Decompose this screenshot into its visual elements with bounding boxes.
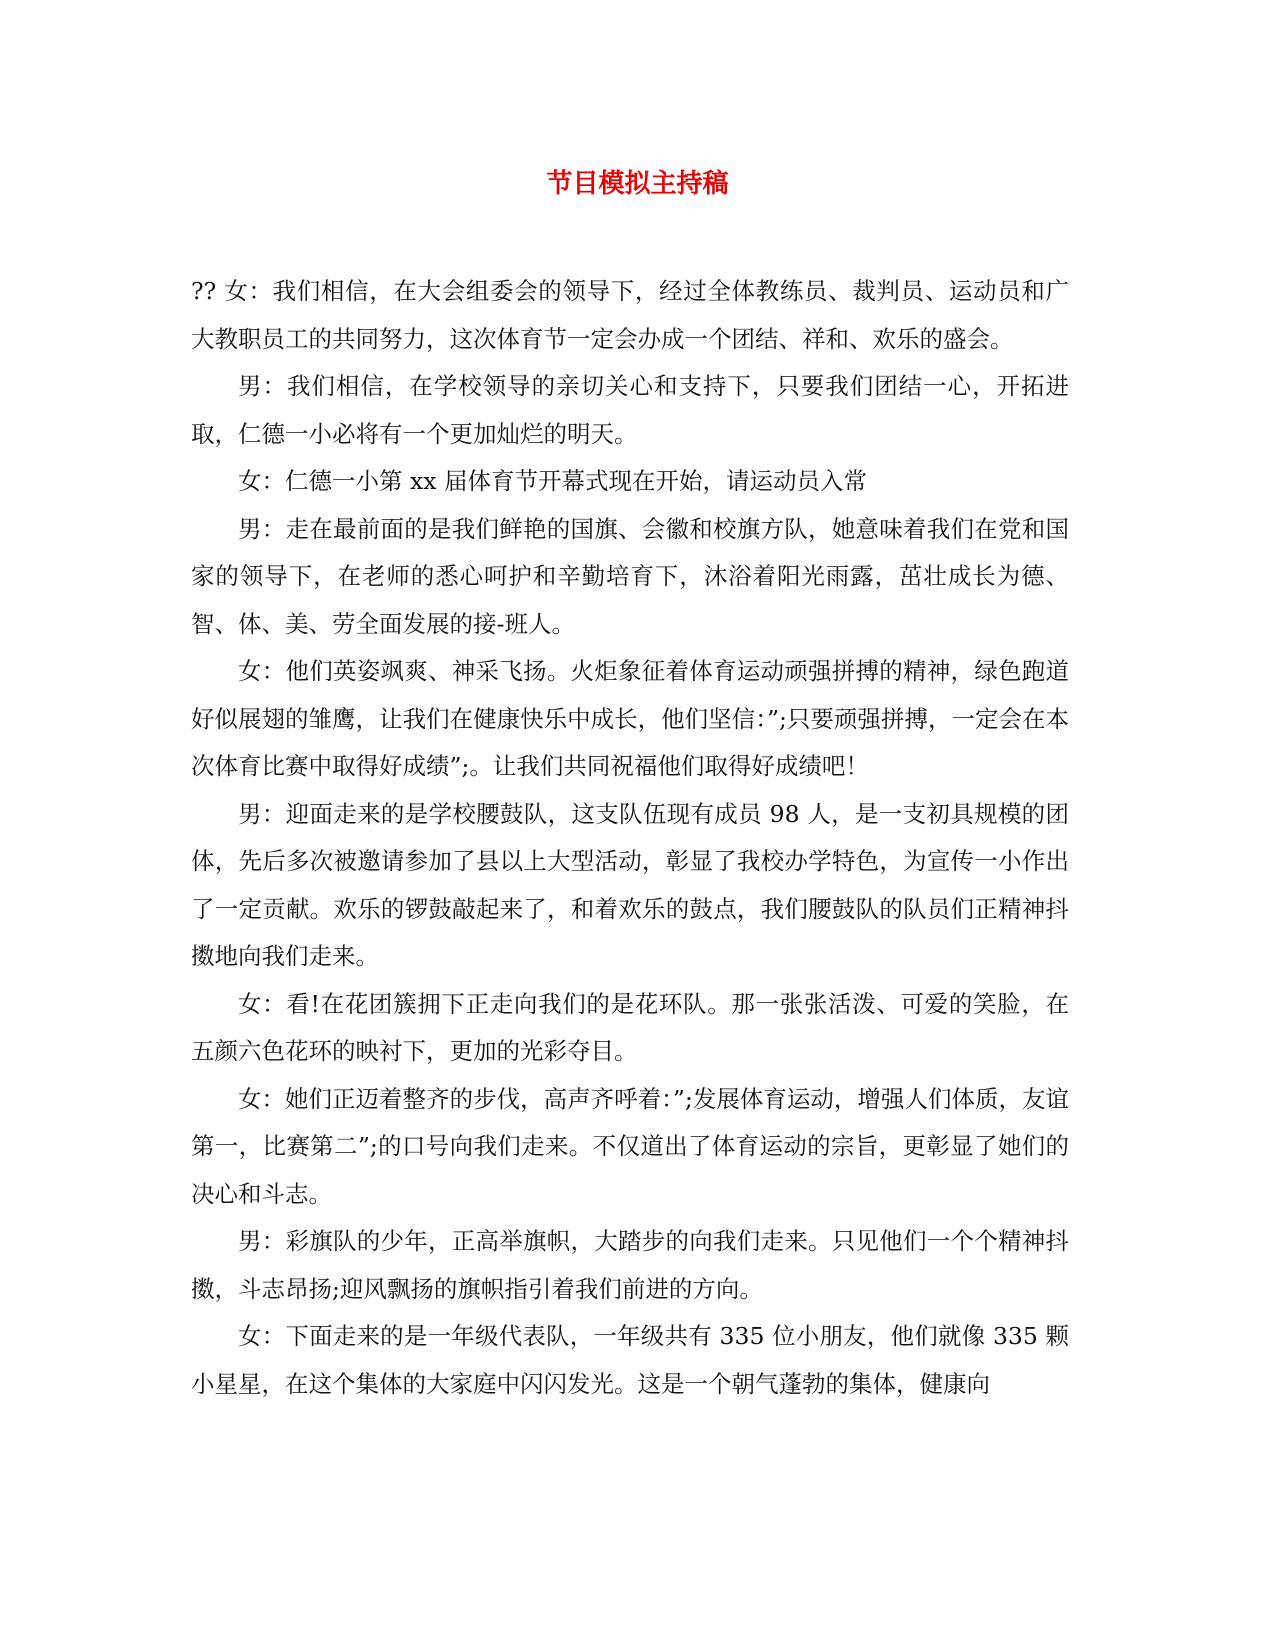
paragraph: 女：看!在花团簇拥下正走向我们的是花环队。那一张张活泼、可爱的笑脸，在五颜六色花环的映衬下，更加的光彩夺目。 [191, 989, 1069, 1065]
paragraph: 男：走在最前面的是我们鲜艳的国旗、会徽和校旗方队，她意味着我们在党和国家的领导下，在老师的悉心呵护和辛勤培育下，沐浴着阳光雨露，茁壮成长为德、智、体、美、劳全面发展的接-班人。 [191, 514, 1069, 638]
document-title: 节目模拟主持稿 [546, 169, 729, 199]
paragraph: 女：下面走来的是一年级代表队，一年级共有 335 位小朋友，他们就像 335 颗小星星，在这个集体的大家庭中闪闪发光。这是一个朝气蓬勃的集体，健康向 [191, 1322, 1069, 1398]
paragraph: 女：仁德一小第 xx 届体育节开幕式现在开始，请运动员入常 [238, 467, 867, 495]
paragraph: 女：他们英姿飒爽、神采飞扬。火炬象征着体育运动顽强拼搏的精神，绿色跑道好似展翅的雏鹰，让我们在健康快乐中成长，他们坚信：”;只要顽强拼搏，一定会在本次体育比赛中取得好成绩”;。让我们共同祝福他们取得好成绩吧！ [191, 657, 1069, 780]
paragraph: 男：彩旗队的少年，正高举旗帜，大踏步的向我们走来。只见他们一个个精神抖擞，斗志昂扬;迎风飘扬的旗帜指引着我们前进的方向。 [191, 1227, 1069, 1303]
paragraph: 男：我们相信，在学校领导的亲切关心和支持下，只要我们团结一心，开拓进取，仁德一小必将有一个更加灿烂的明天。 [191, 372, 1069, 448]
paragraph: 女：她们正迈着整齐的步伐，高声齐呼着：”;发展体育运动，增强人们体质，友谊第一，比赛第二”;的口号向我们走来。不仅道出了体育运动的宗旨，更彰显了她们的决心和斗志。 [191, 1084, 1069, 1208]
paragraph: 男：迎面走来的是学校腰鼓队，这支队伍现有成员 98 人，是一支初具规模的团体，先后多次被邀请参加了县以上大型活动，彰显了我校办学特色，为宣传一小作出了一定贡献。欢乐的锣鼓敲起来了，和着欢乐的鼓点，我们腰鼓队的队员们正精神抖擞地向我们走来。 [191, 799, 1069, 970]
document-body [191, 268, 1069, 1408]
paragraph: ?? 女：我们相信，在大会组委会的领导下，经过全体教练员、裁判员、运动员和广大教职员工的共同努力，这次体育节一定会办成一个团结、祥和、欢乐的盛会。 [191, 277, 1069, 353]
